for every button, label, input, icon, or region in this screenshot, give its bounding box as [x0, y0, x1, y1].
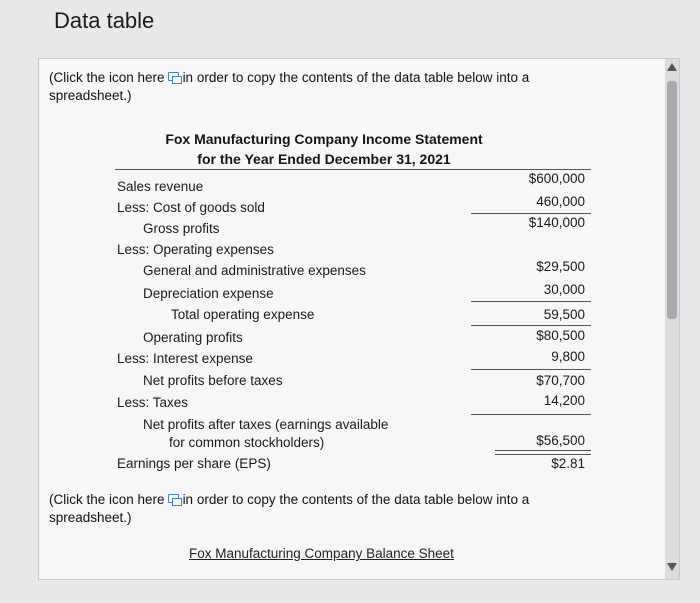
- copy-note-text-before: (Click the icon here: [49, 492, 165, 507]
- row-label: Gross profits: [143, 221, 220, 236]
- table-row: [39, 351, 599, 371]
- scroll-down-arrow-icon[interactable]: [667, 563, 677, 571]
- row-value: $70,700: [536, 373, 585, 388]
- row-label: Sales revenue: [117, 179, 204, 194]
- row-value: $600,000: [528, 171, 585, 186]
- row-label: General and administrative expenses: [143, 263, 366, 278]
- total-double-rule: [495, 450, 591, 455]
- row-value: 460,000: [536, 194, 585, 209]
- table-row: [39, 215, 599, 241]
- row-value: 30,000: [543, 282, 585, 297]
- subtotal-rule: [471, 325, 591, 326]
- row-value: $29,500: [536, 259, 585, 274]
- row-label: Total operating expense: [171, 307, 315, 322]
- statement-period: for the Year Ended December 31, 2021: [197, 151, 451, 167]
- table-row: [39, 395, 599, 415]
- row-label: Less: Interest expense: [117, 351, 253, 366]
- copy-icon[interactable]: [168, 494, 179, 503]
- row-label: Less: Cost of goods sold: [117, 200, 265, 215]
- table-row: [39, 417, 599, 437]
- subtotal-rule: [471, 213, 591, 214]
- copy-note-bottom: [49, 491, 609, 527]
- row-label: Net profits after taxes (earnings available: [143, 417, 389, 432]
- copy-icon[interactable]: [168, 72, 179, 81]
- table-row: [39, 456, 599, 476]
- row-label: Operating profits: [143, 330, 243, 345]
- subtotal-rule: [471, 414, 591, 415]
- copy-note-text-after: in order to copy the contents of the data table below into a spreadsheet.): [49, 70, 530, 103]
- row-label: for common stockholders): [169, 435, 325, 450]
- table-row: [39, 259, 599, 283]
- page-title: Data table: [54, 8, 155, 33]
- data-table-panel: [38, 58, 680, 580]
- table-row: [39, 307, 599, 327]
- copy-note-text-after: in order to copy the contents of the data table below into a spreadsheet.): [49, 492, 530, 525]
- subtotal-rule: [471, 369, 591, 370]
- table-row: [39, 330, 599, 350]
- balance-sheet-title: Fox Manufacturing Company Balance Sheet: [189, 546, 454, 561]
- row-value: $140,000: [528, 215, 585, 230]
- scroll-up-arrow-icon[interactable]: [667, 63, 677, 71]
- row-label: Less: Operating expenses: [117, 242, 274, 257]
- row-label: Depreciation expense: [143, 286, 274, 301]
- statement-title: Fox Manufacturing Company Income Statement: [165, 131, 483, 147]
- row-value: $2.81: [551, 456, 585, 471]
- row-value: 59,500: [543, 307, 585, 322]
- table-row: [39, 194, 599, 220]
- copy-note-text-before: (Click the icon here: [49, 70, 165, 85]
- table-row: [39, 373, 599, 393]
- title-underline: [115, 169, 591, 170]
- row-value: 9,800: [551, 349, 585, 364]
- row-value: $56,500: [536, 433, 585, 448]
- row-label: Less: Taxes: [117, 395, 189, 410]
- vertical-scrollbar[interactable]: [665, 59, 679, 579]
- row-value: 14,200: [543, 393, 585, 408]
- table-row: [39, 171, 599, 199]
- scroll-thumb[interactable]: [667, 81, 677, 319]
- table-row: [39, 242, 599, 262]
- row-value: $80,500: [536, 328, 585, 343]
- subtotal-rule: [471, 301, 591, 302]
- table-row: [39, 282, 599, 306]
- row-label: Net profits before taxes: [143, 373, 283, 388]
- row-label: Earnings per share (EPS): [117, 456, 271, 471]
- copy-note-top: [49, 69, 609, 105]
